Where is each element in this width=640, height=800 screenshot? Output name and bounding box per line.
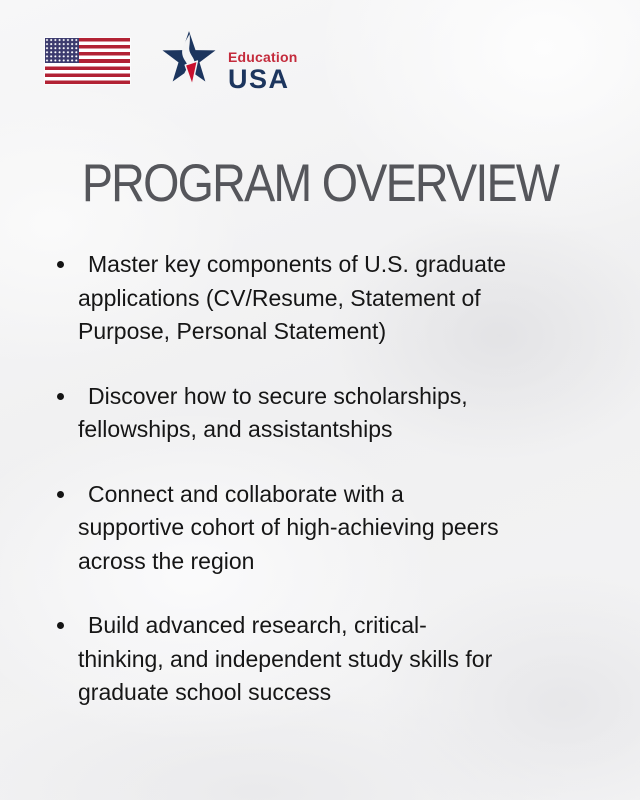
bullet-line: thinking, and independent study skills for xyxy=(78,645,493,672)
bullet-line: Purpose, Personal Statement) xyxy=(78,318,387,344)
logo-usa-label: USA xyxy=(228,64,290,94)
logo-education-label: Education xyxy=(228,49,298,65)
bullet-line: applications (CV/Resume, Statement of xyxy=(78,284,481,311)
list-item-applications xyxy=(0,248,640,349)
bullet-line: supportive cohort of high-achieving peers xyxy=(78,514,499,540)
educationusa-wordmark xyxy=(228,50,297,93)
bullet-line: Master key components of U.S. graduate xyxy=(88,251,507,277)
bullet-line: Discover how to secure scholarships, xyxy=(88,382,468,409)
list-item-cohort xyxy=(0,478,640,579)
educationusa-star-icon xyxy=(160,28,218,90)
list-item-skills xyxy=(0,609,640,710)
bullet-line: fellowships, and assistantships xyxy=(78,416,393,442)
us-flag-icon xyxy=(45,38,130,84)
bullet-line: graduate school success xyxy=(78,679,332,705)
bullet-line: Connect and collaborate with a xyxy=(88,480,404,507)
bullet-line: Build advanced research, critical- xyxy=(88,612,427,638)
page-title: PROGRAM OVERVIEW xyxy=(81,154,559,213)
flag-canton xyxy=(45,38,79,63)
bullet-line: across the region xyxy=(78,547,255,574)
list-item-scholarships xyxy=(0,380,640,447)
bullet-list xyxy=(0,248,640,741)
educationusa-logo xyxy=(160,28,297,93)
